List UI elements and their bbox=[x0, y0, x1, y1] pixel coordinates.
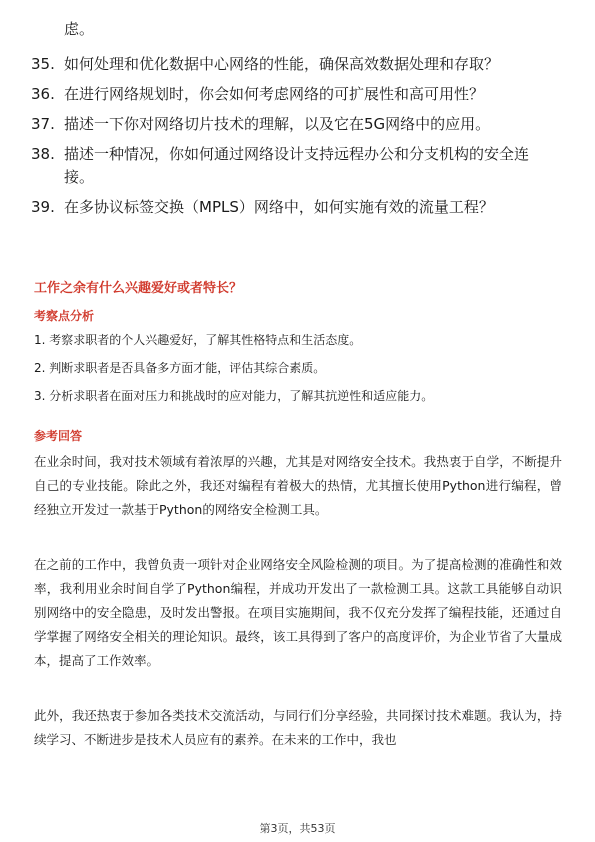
question-text: 在进行网络规划时，你会如何考虑网络的可扩展性和高可用性？ bbox=[64, 85, 485, 103]
question-text: 描述一种情况，你如何通过网络设计支持远程办公和分支机构的安全连接。 bbox=[64, 145, 530, 186]
analysis-list bbox=[34, 332, 564, 416]
question-list bbox=[0, 53, 595, 226]
question-item bbox=[0, 53, 595, 76]
analysis-item: 2. 判断求职者是否具备多方面才能，评估其综合素质。 bbox=[34, 361, 326, 375]
question-number: 37. bbox=[31, 115, 55, 133]
answer-paragraph: 此外，我还热衷于参加各类技术交流活动，与同行们分享经验，共同探讨技术难题。我认为，持续学习、不断进步是技术人员应有的素养。在未来的工作中，我也 bbox=[34, 708, 562, 747]
analysis-item: 3. 分析求职者在面对压力和挑战时的应对能力，了解其抗逆性和适应能力。 bbox=[34, 389, 434, 403]
analysis-heading: 考察点分析 bbox=[34, 309, 95, 323]
question-item bbox=[0, 143, 595, 189]
question-item bbox=[0, 196, 595, 219]
question-number: 39. bbox=[31, 198, 55, 216]
continued-text: 虑。 bbox=[64, 20, 95, 38]
answer-heading: 参考回答 bbox=[34, 429, 83, 443]
question-number: 35. bbox=[31, 55, 55, 73]
question-number: 36. bbox=[31, 85, 55, 103]
question-item bbox=[0, 113, 595, 136]
answer-paragraph: 在业余时间，我对技术领域有着浓厚的兴趣，尤其是对网络安全技术。我热衷于自学，不断提升自己的专业技能。除此之外，我还对编程有着极大的热情，尤其擅长使用Python进行编程，曾经独立开发过一款基于Python的网络安全检测工具。 bbox=[34, 454, 562, 517]
question-text: 如何处理和优化数据中心网络的性能，确保高效数据处理和存取？ bbox=[64, 55, 500, 73]
question-text: 在多协议标签交换（MPLS）网络中，如何实施有效的流量工程？ bbox=[64, 198, 494, 216]
answer-body bbox=[34, 450, 562, 783]
page-footer: 第3页，共53页 bbox=[259, 822, 336, 835]
section-heading: 工作之余有什么兴趣爱好或者特长？ bbox=[34, 281, 243, 296]
question-number: 38. bbox=[31, 145, 55, 163]
question-item bbox=[0, 83, 595, 106]
question-text: 描述一下你对网络切片技术的理解，以及它在5G网络中的应用。 bbox=[64, 115, 491, 133]
answer-paragraph: 在之前的工作中，我曾负责一项针对企业网络安全风险检测的项目。为了提高检测的准确性和效率，我利用业余时间自学了Python编程，并成功开发出了一款检测工具。这款工具能够自动识别网络中的安全隐患，及时发出警报。在项目实施期间，我不仅充分发挥了编程技能，还通过自学掌握了网络安全相关的理论知识。最终，该工具得到了客户的高度评价，为企业节省了大量成本，提高了工作效率。 bbox=[34, 557, 562, 668]
analysis-item: 1. 考察求职者的个人兴趣爱好，了解其性格特点和生活态度。 bbox=[34, 333, 362, 347]
